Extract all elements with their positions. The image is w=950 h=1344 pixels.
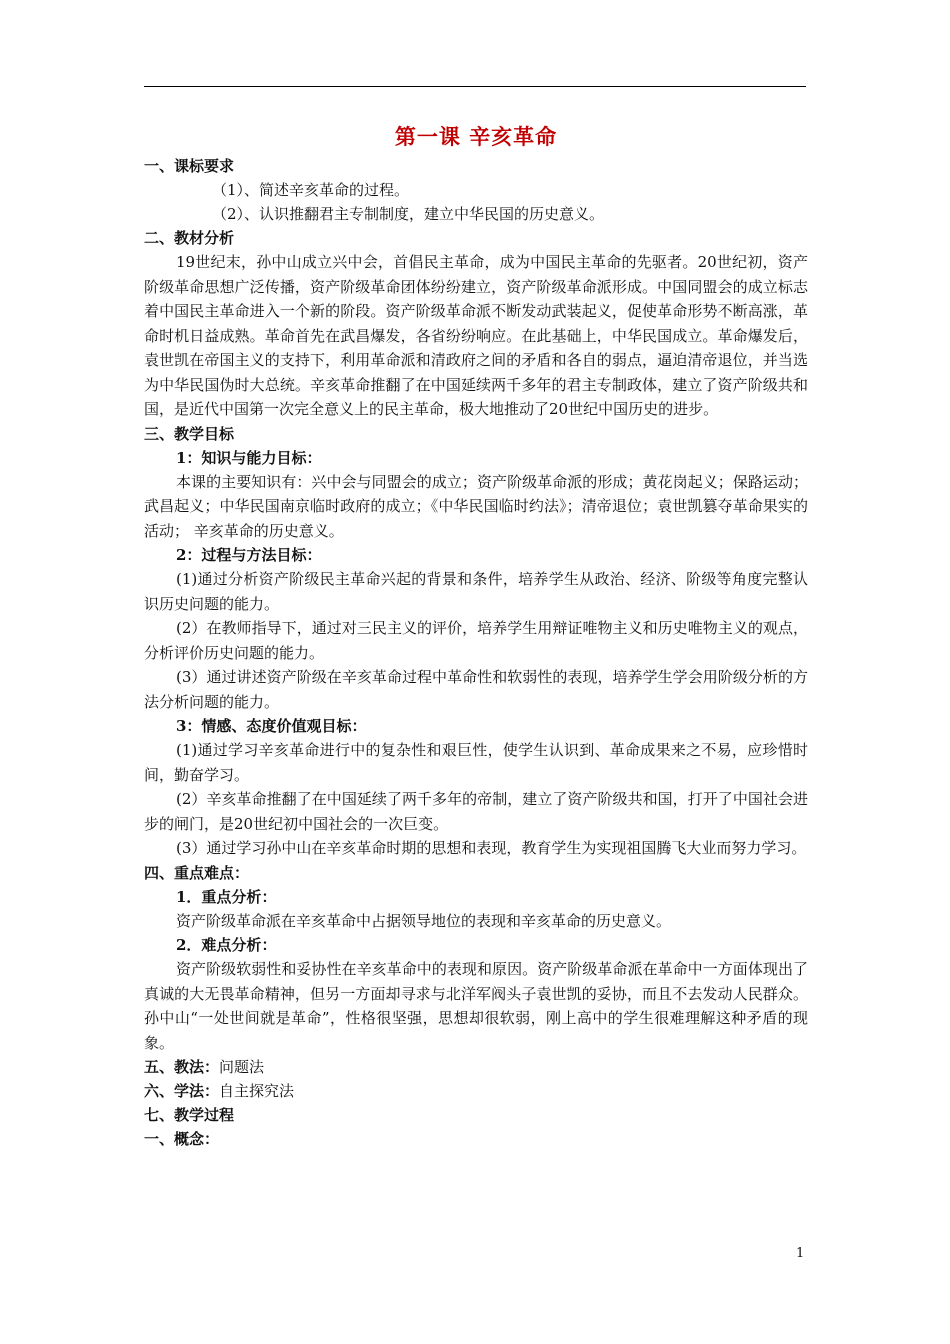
section-heading-key-points: 四、重点难点： [144, 863, 250, 882]
subheading-attitude-goals: 3：情感、态度价值观目标： [176, 717, 367, 735]
curriculum-item-2: （2）、认识推翻君主专制制度，建立中华民国的历史意义。 [212, 205, 605, 223]
document-title: 第一课 辛亥革命 [394, 124, 558, 149]
difficulty-analysis-paragraph: 资产阶级软弱性和妥协性在辛亥革命中的表现和原因。资产阶级革命派在革命中一方面体现出了真诚的大无畏革命精神，但另一方面却寻求与北洋军阀头子袁世凯的妥协，而且不去发动人民群众。孙中山“一处世间就是革命”，性格很坚强，思想却很软弱，刚上高中的学生很难理解这种矛盾的现象。 [144, 960, 808, 1052]
subheading-process-goals: 2：过程与方法目标： [176, 546, 322, 564]
process-goal-1: (1)通过分析资产阶级民主革命兴起的背景和条件，培养学生从政治、经济、阶级等角度完整认识历史问题的能力。 [144, 570, 808, 613]
key-analysis-paragraph: 资产阶级革命派在辛亥革命中占据领导地位的表现和辛亥革命的历史意义。 [176, 911, 672, 930]
process-goal-3: (3）通过讲述资产阶级在辛亥革命过程中革命性和软弱性的表现，培养学生学会用阶级分析的方法分析问题的能力。 [144, 668, 808, 711]
section-heading-teaching-goals: 三、教学目标 [144, 424, 235, 443]
learning-method-value: 自主探究法 [219, 1082, 295, 1100]
attitude-goal-1: (1)通过学习辛亥革命进行中的复杂性和艰巨性，使学生认识到、革命成果来之不易，应珍惜时间，勤奋学习。 [144, 741, 808, 784]
attitude-goal-2: (2）辛亥革命推翻了在中国延续了两千多年的帝制，建立了资产阶级共和国，打开了中国社会进步的闸门，是20世纪初中国社会的一次巨变。 [144, 790, 808, 833]
page-number: 1 [796, 1246, 805, 1261]
document-body [144, 122, 808, 1151]
learning-method-heading: 六、学法： [144, 1082, 220, 1100]
section-heading-textbook-analysis: 二、教材分析 [144, 229, 235, 247]
section-heading-teaching-process: 七、教学过程 [144, 1106, 235, 1124]
subheading-difficulty-analysis: 2．难点分析： [176, 936, 277, 954]
subheading-knowledge-goals: 1：知识与能力目标： [176, 448, 322, 467]
process-goal-2: (2）在教师指导下，通过对三民主义的评价，培养学生用辩证唯物主义和历史唯物主义的观点，分析评价历史问题的能力。 [144, 619, 808, 662]
header-rule [144, 86, 806, 87]
textbook-analysis-paragraph: 19世纪末，孙中山成立兴中会，首倡民主革命，成为中国民主革命的先驱者。20世纪初，资产阶级革命思想广泛传播，资产阶级革命团体纷纷建立，资产阶级革命派形成。中国同盟会的成立标志着中国民主革命进入一个新的阶段。资产阶级革命派不断发动武装起义，促使革命形势不断高涨，革命时机日益成熟。革命首先在武昌爆发，各省纷纷响应。在此基础上，中华民国成立。革命爆发后，袁世凯在帝国主义的支持下，利用革命派和清政府之间的矛盾和各自的弱点，逼迫清帝退位，并当选为中华民国伪时大总统。辛亥革命推翻了在中国延续两千多年的君主专制政体，建立了资产阶级共和国，是近代中国第一次完全意义上的民主革命，极大地推动了20世纪中国历史的进步。 [144, 253, 808, 418]
section-heading-curriculum: 一、课标要求 [144, 157, 235, 175]
teaching-method-heading: 五、教法： [144, 1058, 220, 1076]
curriculum-item-1: （1）、简述辛亥革命的过程。 [212, 181, 410, 199]
knowledge-goals-paragraph: 本课的主要知识有：兴中会与同盟会的成立；资产阶级革命派的形成；黄花岗起义；保路运动；武昌起义；中华民国南京临时政府的成立；《中华民国临时约法》；清帝退位；袁世凯篡夺革命果实的活动； 辛亥革命的历史意义。 [144, 472, 808, 540]
section-heading-concepts: 一、概念： [144, 1130, 220, 1148]
learning-method-line [144, 1079, 808, 1103]
subheading-key-analysis: 1．重点分析： [176, 887, 277, 906]
teaching-method-value: 问题法 [219, 1058, 265, 1076]
attitude-goal-3: (3）通过学习孙中山在辛亥革命时期的思想和表现，教育学生为实现祖国腾飞大业而努力学习。 [176, 839, 807, 857]
teaching-method-line [144, 1055, 808, 1079]
